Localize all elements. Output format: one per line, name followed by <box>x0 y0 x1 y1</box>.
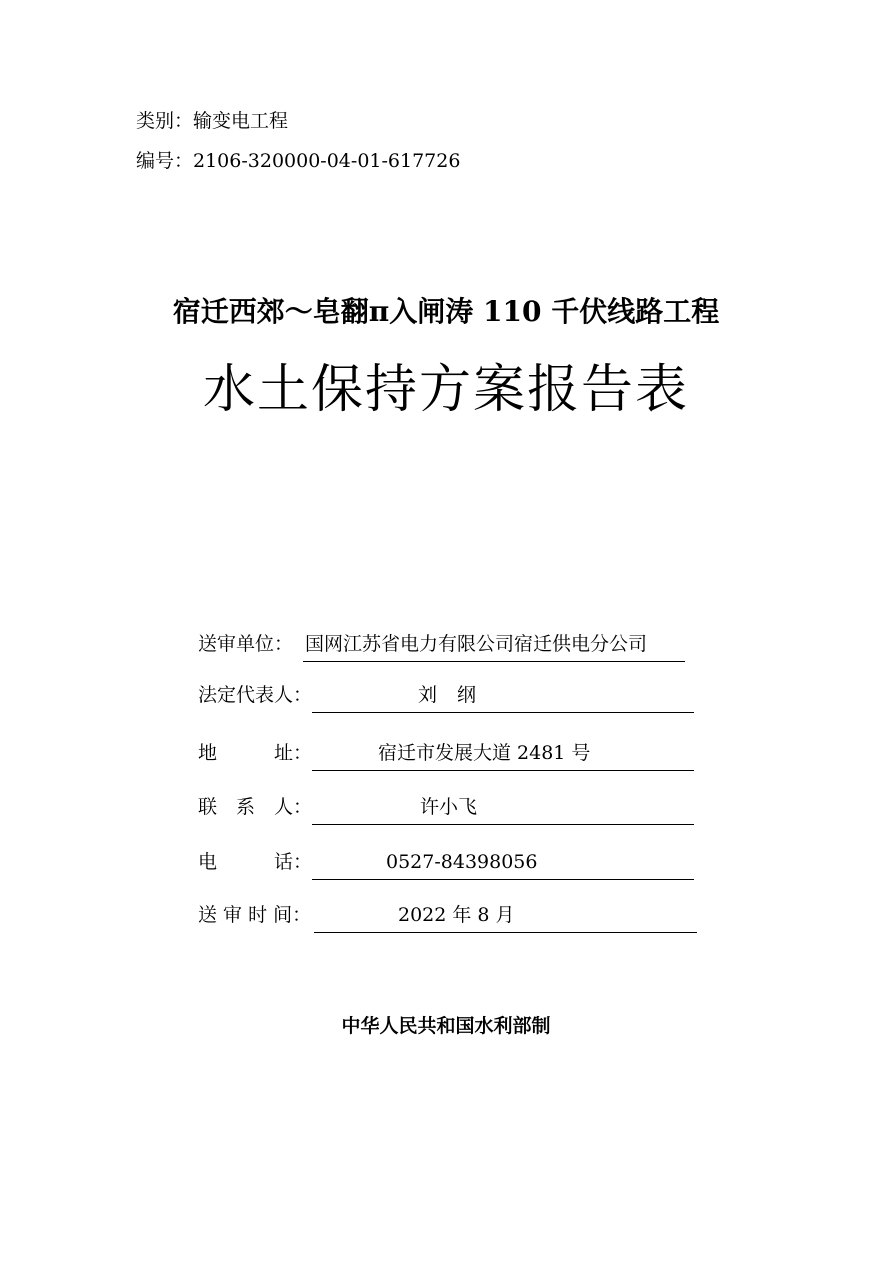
legal-representative-label: 法定代表人： <box>198 684 313 706</box>
contact-underline <box>312 792 694 825</box>
report-title: 水土保持方案报告表 <box>202 360 689 420</box>
phone-value: 0527-84398056 <box>386 851 538 873</box>
legal-representative-underline <box>312 680 694 713</box>
document-number: 编号：2106-320000-04-01-617726 <box>136 150 461 172</box>
address-label: 地 址： <box>198 742 313 764</box>
contact-label: 联 系 人： <box>198 796 313 818</box>
document-category: 类别：输变电工程 <box>136 110 289 132</box>
contact-value: 许小飞 <box>420 796 478 818</box>
submission-date-value: 2022 年 8 月 <box>398 904 515 926</box>
submitting-unit-label: 送审单位： <box>198 633 294 655</box>
submission-date-label: 送 审 时 间： <box>198 904 312 926</box>
phone-label: 电 话： <box>198 851 313 873</box>
legal-representative-value: 刘纲 <box>418 684 497 706</box>
submitting-unit-value: 国网江苏省电力有限公司宿迁供电分公司 <box>305 633 648 655</box>
project-title: 宿迁西郊～皂翻π入闸涛 110 千伏线路工程 <box>172 295 720 328</box>
address-value: 宿迁市发展大道 2481 号 <box>378 742 591 764</box>
issuing-authority: 中华人民共和国水利部制 <box>341 1015 551 1037</box>
